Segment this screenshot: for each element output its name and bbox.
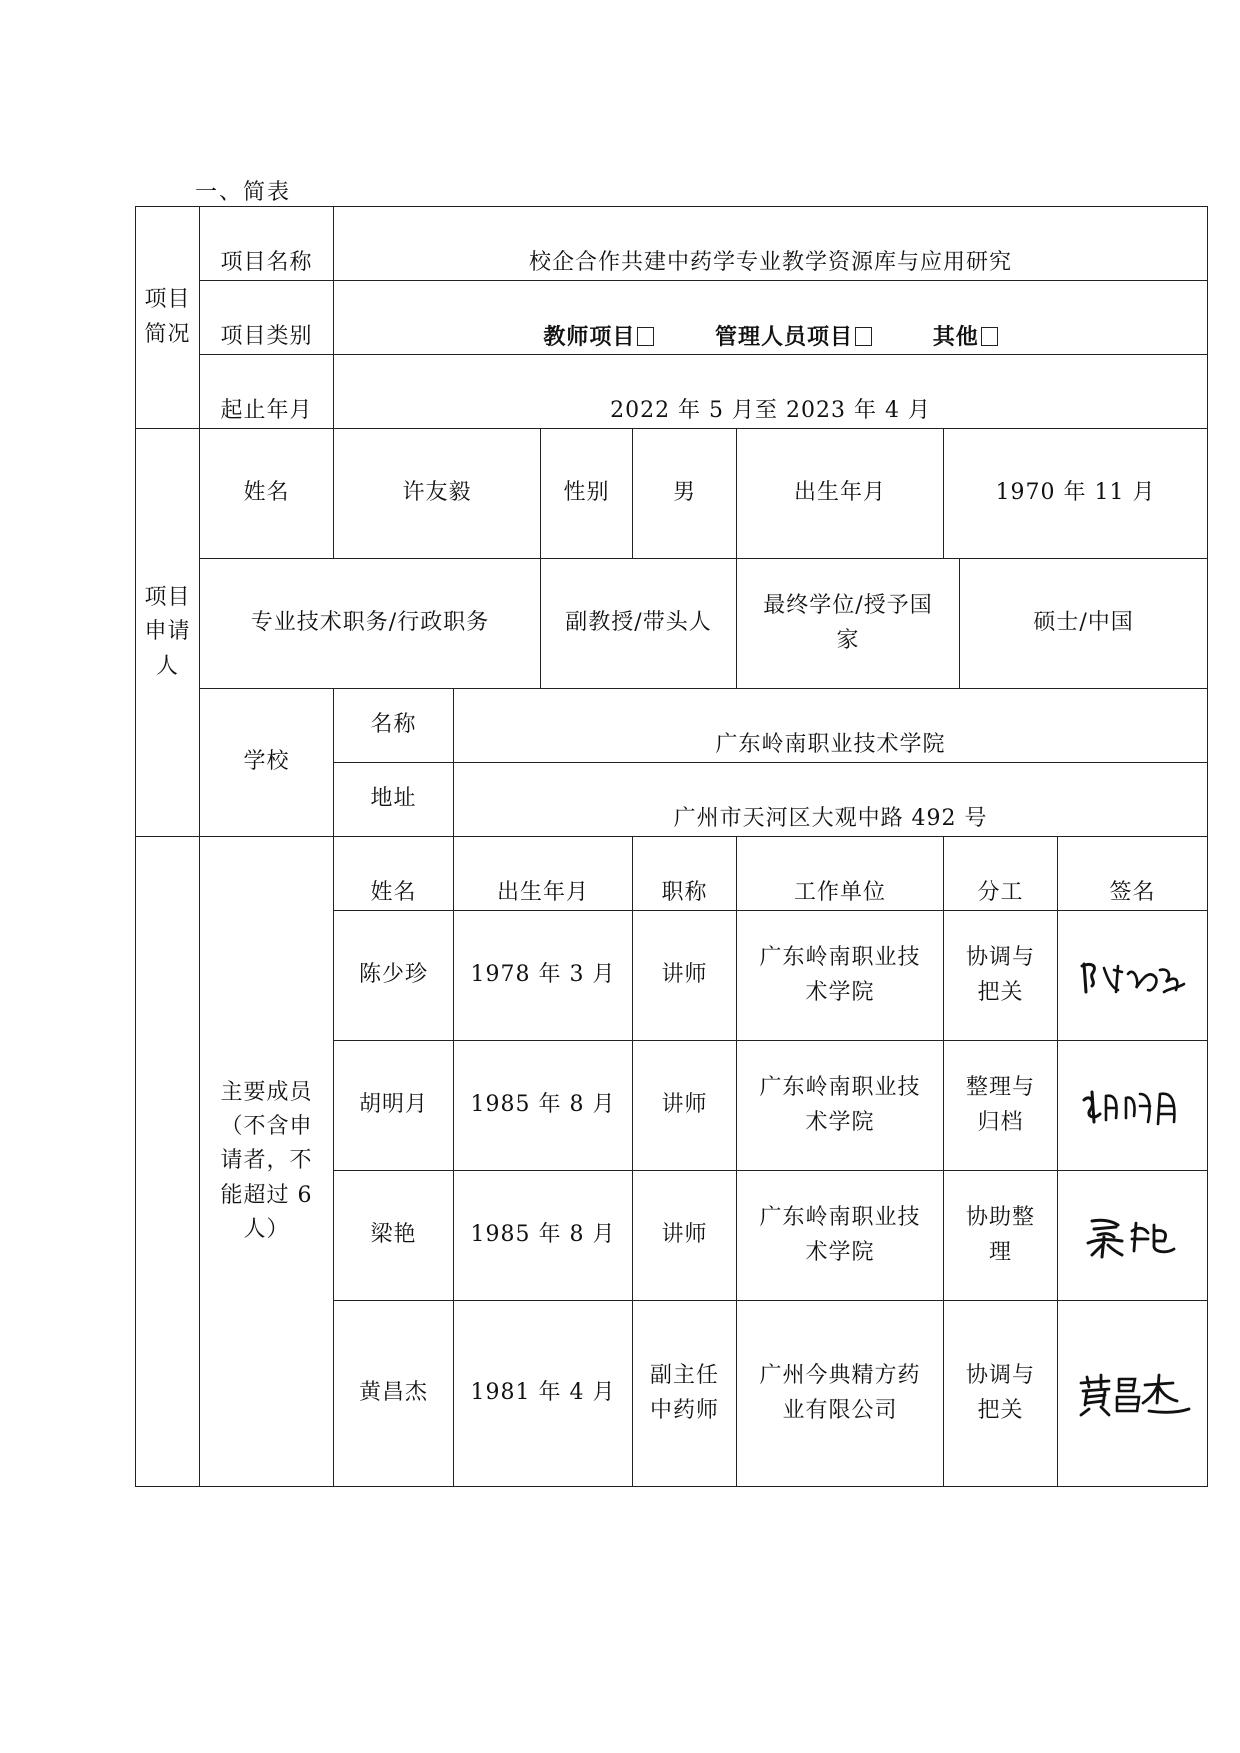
applicant-name-label: 姓名 [200,429,334,559]
members-label: 主要成员（不含申请者，不能超过 6 人） [200,837,334,1487]
signature-image [1073,1369,1193,1419]
signature-image [1078,1082,1188,1130]
member-role: 整理与归档 [944,1041,1058,1171]
applicant-section-label: 项目申请人 [136,429,200,837]
checkbox-teacher[interactable] [637,327,654,346]
member-birth: 1981 年 4 月 [454,1301,633,1487]
applicant-degree-label: 最终学位/授予国家 [737,559,960,689]
section-heading: 一、简表 [195,180,292,205]
applicant-birth-value: 1970 年 11 月 [944,429,1208,559]
applicant-title-label: 专业技术职务/行政职务 [200,559,541,689]
members-header-name: 姓名 [334,837,454,911]
members-header-role: 分工 [944,837,1058,911]
applicant-name-value: 许友毅 [334,429,541,559]
member-role: 协调与把关 [944,911,1058,1041]
members-header-birth: 出生年月 [454,837,633,911]
school-name-value: 广东岭南职业技术学院 [454,689,1208,763]
member-unit: 广东岭南职业技术学院 [737,1041,944,1171]
applicant-gender-value: 男 [633,429,737,559]
member-title: 讲师 [633,911,737,1041]
member-birth: 1985 年 8 月 [454,1171,633,1301]
school-address-value: 广州市天河区大观中路 492 号 [454,763,1208,837]
member-role: 协助整理 [944,1171,1058,1301]
applicant-degree-value: 硕士/中国 [960,559,1208,689]
school-address-label: 地址 [334,763,454,837]
member-signature [1058,1171,1208,1301]
member-name: 梁艳 [334,1171,454,1301]
school-name-label: 名称 [334,689,454,763]
member-name: 胡明月 [334,1041,454,1171]
applicant-title-value: 副教授/带头人 [541,559,737,689]
member-birth: 1978 年 3 月 [454,911,633,1041]
project-period-label: 起止年月 [200,355,334,429]
member-birth: 1985 年 8 月 [454,1041,633,1171]
overview-section-label: 项目简况 [136,207,200,429]
checkbox-other[interactable] [981,327,998,346]
member-unit: 广东岭南职业技术学院 [737,1171,944,1301]
member-signature [1058,911,1208,1041]
project-name-label: 项目名称 [200,207,334,281]
member-title: 讲师 [633,1041,737,1171]
project-name-value: 校企合作共建中药学专业教学资源库与应用研究 [334,207,1208,281]
category-option-other: 其他 [932,323,979,350]
school-label: 学校 [200,689,334,837]
signature-image [1078,1211,1188,1261]
member-role: 协调与把关 [944,1301,1058,1487]
applicant-gender-label: 性别 [541,429,633,559]
member-name: 黄昌杰 [334,1301,454,1487]
member-name: 陈少珍 [334,911,454,1041]
project-category-label: 项目类别 [200,281,334,355]
member-title: 副主任中药师 [633,1301,737,1487]
member-title: 讲师 [633,1171,737,1301]
member-signature [1058,1041,1208,1171]
project-period-value: 2022 年 5 月至 2023 年 4 月 [334,355,1208,429]
signature-image [1078,952,1188,1000]
project-category-options [334,281,1208,355]
checkbox-admin[interactable] [855,327,872,346]
members-header-unit: 工作单位 [737,837,944,911]
members-header-title: 职称 [633,837,737,911]
applicant-birth-label: 出生年月 [737,429,944,559]
category-option-admin: 管理人员项目 [715,323,854,350]
member-signature [1058,1301,1208,1487]
members-header-signature: 签名 [1058,837,1208,911]
summary-table [135,206,1208,1487]
member-unit: 广东岭南职业技术学院 [737,911,944,1041]
member-unit: 广州今典精方药业有限公司 [737,1301,944,1487]
category-option-teacher: 教师项目 [543,323,636,350]
